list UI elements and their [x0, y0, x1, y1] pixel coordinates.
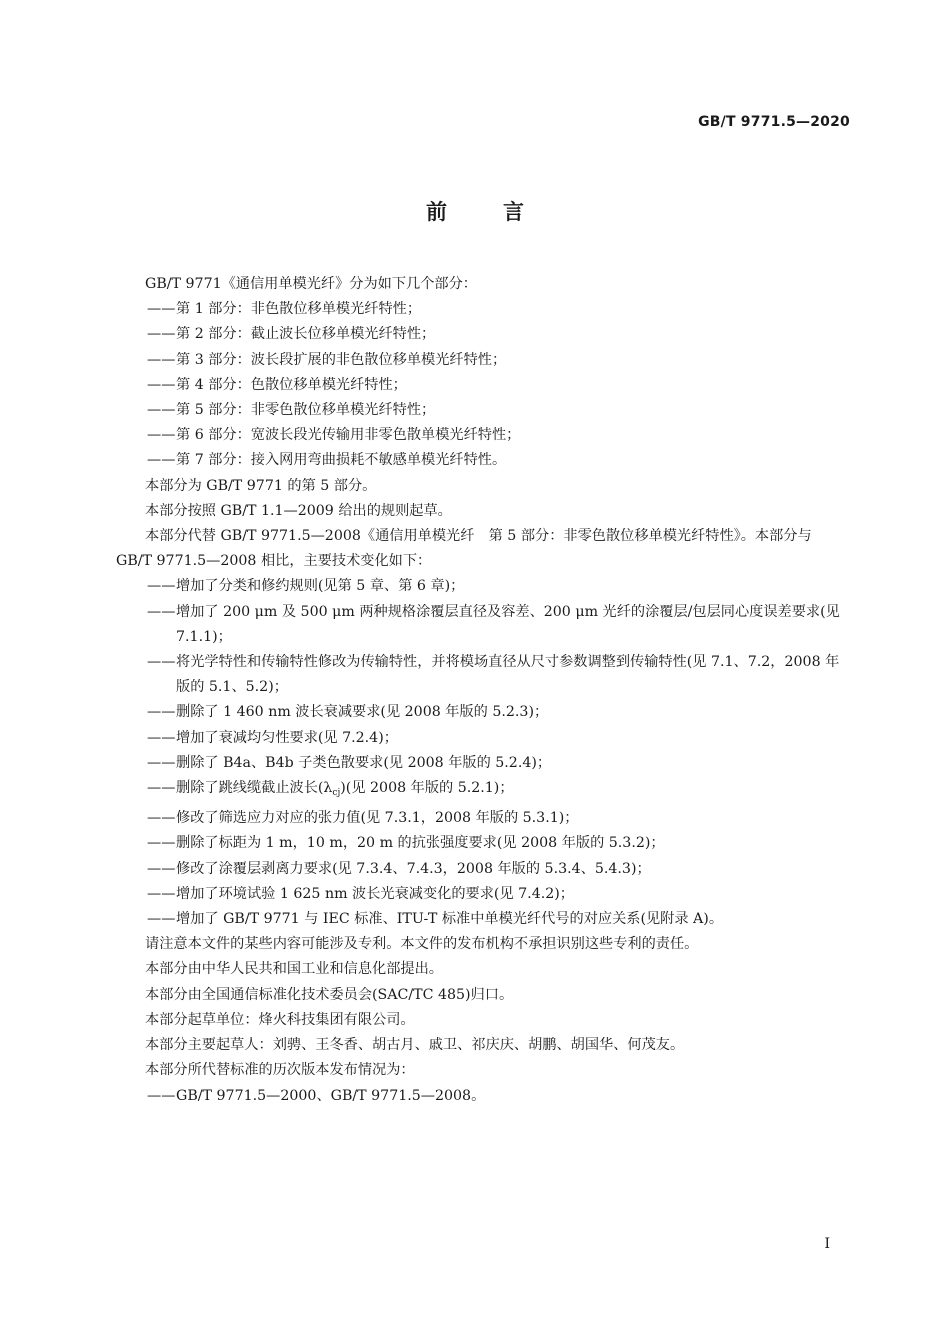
list-item-text: 增加了环境试验 1 625 nm 波长光衰减变化的要求(见 7.4.2)； [176, 885, 574, 902]
list-item [116, 831, 850, 856]
list-item-text: 增加了分类和修约规则(见第 5 章、第 6 章)； [176, 578, 465, 595]
list-item-text: 增加了 200 μm 及 500 μm 两种规格涂覆层直径及容差、200 μm 光纤的涂覆层/包层同心度误差要求(见 7.1.1)； [176, 603, 840, 645]
list-item [116, 650, 850, 700]
list-dash: —— [147, 754, 176, 771]
list-item [116, 398, 850, 423]
paragraph-text: 本部分由中华人民共和国工业和信息化部提出。 [145, 961, 443, 978]
list-item [116, 348, 850, 373]
list-dash: —— [147, 780, 176, 797]
paragraph [116, 499, 850, 524]
foreword-body [116, 272, 850, 1109]
paragraph-text: GB/T 9771《通信用单模光纤》分为如下几个部分： [145, 276, 477, 292]
list-item-text: 增加了 GB/T 9771 与 IEC 标准、ITU-T 标准中单模光纤代号的对应关系(见附录 A)。 [176, 911, 724, 928]
list-dash: —— [147, 860, 176, 877]
list-dash: —— [147, 810, 176, 827]
list-dash: —— [147, 911, 176, 928]
list-dash: —— [147, 885, 176, 902]
list-item-text: 第 4 部分：色散位移单模光纤特性； [176, 376, 407, 393]
list-item [116, 882, 850, 907]
list-item [116, 574, 850, 599]
list-item [116, 776, 850, 806]
list-item [116, 751, 850, 776]
list-item-text: 第 1 部分：非色散位移单模光纤特性； [176, 301, 422, 318]
paragraph-text: 本部分主要起草人：刘骋、王冬香、胡古月、戚卫、祁庆庆、胡鹏、胡国华、何茂友。 [145, 1037, 685, 1054]
list-item-text: 修改了涂覆层剥离力要求(见 7.3.4、7.4.3，2008 年版的 5.3.4、5.4.3)； [176, 860, 651, 877]
list-item [116, 600, 850, 650]
page-number: I [824, 1236, 830, 1252]
list-item-text: 将光学特性和传输特性修改为传输特性，并将模场直径从尺寸参数调整到传输特性(见 7.1、7.2，2008 年版的 5.1、5.2)； [176, 654, 840, 696]
paragraph [116, 272, 850, 297]
paragraph [116, 957, 850, 982]
list-item [116, 806, 850, 831]
list-item-text: 删除了跳线缆截止波长(λ [176, 780, 333, 797]
paragraph [116, 524, 850, 574]
list-item [116, 373, 850, 398]
list-item [116, 700, 850, 725]
list-dash: —— [147, 326, 176, 343]
paragraph-text: 本部分所代替标准的历次版本发布情况为： [145, 1062, 415, 1079]
list-dash: —— [147, 1087, 176, 1104]
list-dash: —— [147, 402, 176, 419]
list-item [116, 448, 850, 473]
standard-code-header: GB/T 9771.5—2020 [698, 114, 850, 130]
list-item-text: 增加了衰减均匀性要求(见 7.2.4)； [176, 729, 398, 746]
list-dash: —— [147, 578, 176, 595]
paragraph-text: 本部分起草单位：烽火科技集团有限公司。 [145, 1011, 415, 1028]
list-dash: —— [147, 452, 176, 469]
list-item-text-after: )(见 2008 年版的 5.2.1)； [340, 780, 514, 797]
paragraph-text: 请注意本文件的某些内容可能涉及专利。本文件的发布机构不承担识别这些专利的责任。 [145, 936, 699, 953]
list-dash: —— [147, 427, 176, 444]
list-item-text: 第 6 部分：宽波长段光传输用非零色散单模光纤特性； [176, 427, 521, 444]
list-dash: —— [147, 704, 176, 721]
paragraph [116, 932, 850, 957]
list-dash: —— [147, 835, 176, 852]
list-dash: —— [147, 376, 176, 393]
subscript: cj [332, 788, 341, 799]
list-dash: —— [147, 351, 176, 368]
list-item [116, 1084, 850, 1109]
paragraph-text: 本部分由全国通信标准化技术委员会(SAC/TC 485)归口。 [145, 986, 514, 1003]
title-char-2: 言 [503, 200, 524, 224]
list-dash: —— [147, 729, 176, 746]
paragraph [116, 1008, 850, 1033]
paragraph-text: 本部分代替 GB/T 9771.5—2008《通信用单模光纤 第 5 部分：非零色散位移单模光纤特性》。本部分与 GB/T 9771.5—2008 相比，主要技术变化如下： [116, 528, 812, 570]
list-item-text: 第 7 部分：接入网用弯曲损耗不敏感单模光纤特性。 [176, 452, 507, 469]
list-item-text: 第 3 部分：波长段扩展的非色散位移单模光纤特性； [176, 351, 507, 368]
list-item-text: 修改了筛选应力对应的张力值(见 7.3.1，2008 年版的 5.3.1)； [176, 810, 579, 827]
list-item-text: 第 2 部分：截止波长位移单模光纤特性； [176, 326, 436, 343]
title-char-1: 前 [426, 200, 447, 224]
paragraph [116, 1033, 850, 1058]
list-item-text: 删除了 B4a、B4b 子类色散要求(见 2008 年版的 5.2.4)； [176, 754, 552, 771]
list-item-text: 删除了 1 460 nm 波长衰减要求(见 2008 年版的 5.2.3)； [176, 704, 549, 721]
list-item [116, 857, 850, 882]
paragraph-text: 本部分按照 GB/T 1.1—2009 给出的规则起草。 [145, 502, 452, 519]
paragraph-text: 本部分为 GB/T 9771 的第 5 部分。 [145, 477, 377, 494]
list-item-text: GB/T 9771.5—2000、GB/T 9771.5—2008。 [176, 1087, 486, 1104]
paragraph [116, 1058, 850, 1083]
list-item-text: 第 5 部分：非零色散位移单模光纤特性； [176, 402, 436, 419]
page-title [0, 196, 950, 226]
list-item [116, 726, 850, 751]
list-dash: —— [147, 301, 176, 318]
list-item [116, 322, 850, 347]
list-item-text: 删除了标距为 1 m，10 m，20 m 的抗张强度要求(见 2008 年版的 5.3.2)； [176, 835, 665, 852]
list-item [116, 423, 850, 448]
paragraph [116, 983, 850, 1008]
list-dash: —— [147, 654, 176, 671]
list-dash: —— [147, 603, 176, 620]
list-item [116, 297, 850, 322]
paragraph [116, 474, 850, 499]
list-item [116, 907, 850, 932]
